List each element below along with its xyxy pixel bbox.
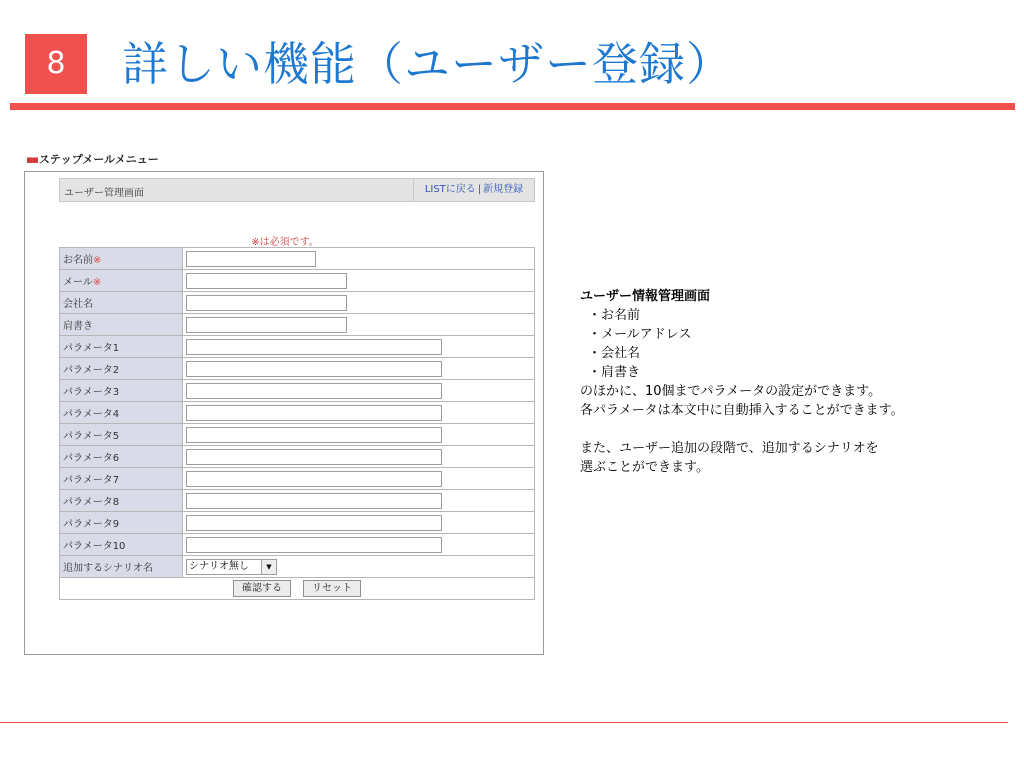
- field-label-param1: パラメータ1: [60, 336, 183, 358]
- field-label-scenario: 追加するシナリオ名: [60, 556, 183, 578]
- info-heading: ユーザー情報管理画面: [580, 289, 711, 304]
- form-row-param2: [60, 358, 535, 380]
- field-label-param3: パラメータ3: [60, 380, 183, 402]
- param3-input[interactable]: [186, 383, 442, 399]
- param5-input[interactable]: [186, 427, 442, 443]
- form-row-param7: [60, 468, 535, 490]
- menu-caption-text: ステップメールメニュー: [38, 153, 159, 166]
- param6-input[interactable]: [186, 449, 442, 465]
- user-form: [59, 247, 535, 600]
- link-separator: |: [477, 184, 482, 195]
- field-label-company: 会社名: [60, 292, 183, 314]
- header-divider: [10, 103, 1015, 110]
- info-line: 選ぶことができます。: [580, 460, 709, 475]
- form-row-buttons: [60, 578, 535, 600]
- form-row-param5: [60, 424, 535, 446]
- footer-divider: [0, 722, 1008, 723]
- menu-grid-icon: ▪▪: [26, 153, 37, 166]
- param2-input[interactable]: [186, 361, 442, 377]
- form-row-param8: [60, 490, 535, 512]
- param4-input[interactable]: [186, 405, 442, 421]
- field-label-title: 肩書き: [60, 314, 183, 336]
- field-label-param10: パラメータ10: [60, 534, 183, 556]
- form-row-param1: [60, 336, 535, 358]
- field-label-param7: パラメータ7: [60, 468, 183, 490]
- dropdown-arrow-icon[interactable]: ▼: [261, 560, 276, 574]
- scenario-select-value: シナリオ無し: [189, 560, 249, 572]
- info-bullet: ・肩書き: [588, 365, 641, 380]
- reset-button[interactable]: リセット: [303, 580, 361, 597]
- info-bullet: ・会社名: [588, 346, 641, 361]
- form-row-name: [60, 248, 535, 270]
- required-mark: ※: [92, 277, 102, 288]
- field-label-param2: パラメータ2: [60, 358, 183, 380]
- slide-number-badge: 8: [25, 34, 87, 94]
- field-label-name: お名前: [63, 255, 93, 266]
- param10-input[interactable]: [186, 537, 442, 553]
- form-row-title: [60, 314, 535, 336]
- panel-header-bar: [59, 178, 535, 202]
- form-row-param6: [60, 446, 535, 468]
- form-row-param4: [60, 402, 535, 424]
- field-label-param6: パラメータ6: [60, 446, 183, 468]
- form-row-param10: [60, 534, 535, 556]
- field-label-email: メール: [63, 277, 93, 288]
- menu-caption: [26, 151, 159, 167]
- form-row-scenario: [60, 556, 535, 578]
- back-to-list-link[interactable]: LISTに戻る: [424, 184, 476, 195]
- form-row-param3: [60, 380, 535, 402]
- param9-input[interactable]: [186, 515, 442, 531]
- info-line: また、ユーザー追加の段階で、追加するシナリオを: [580, 441, 879, 456]
- required-note: ※は必須です。: [251, 237, 319, 248]
- email-input[interactable]: [186, 273, 347, 289]
- panel-links: [413, 179, 534, 201]
- scenario-select[interactable]: [186, 559, 277, 575]
- slide-title: 詳しい機能（ユーザー登録）: [122, 37, 733, 91]
- param7-input[interactable]: [186, 471, 442, 487]
- user-management-panel: [24, 171, 544, 655]
- info-text: [580, 287, 904, 477]
- info-line: のほかに、10個までパラメータの設定ができます。: [580, 384, 882, 399]
- info-bullet: ・メールアドレス: [588, 327, 692, 342]
- field-label-param5: パラメータ5: [60, 424, 183, 446]
- field-label-param8: パラメータ8: [60, 490, 183, 512]
- company-input[interactable]: [186, 295, 347, 311]
- info-spacer: [580, 420, 904, 439]
- param1-input[interactable]: [186, 339, 442, 355]
- required-mark: ※: [93, 255, 102, 266]
- form-row-param9: [60, 512, 535, 534]
- panel-title: ユーザー管理画面: [64, 188, 144, 199]
- info-bullet: ・お名前: [588, 308, 641, 323]
- confirm-button[interactable]: 確認する: [233, 580, 291, 597]
- name-input[interactable]: [186, 251, 316, 267]
- param8-input[interactable]: [186, 493, 442, 509]
- info-line: 各パラメータは本文中に自動挿入することができます。: [580, 403, 904, 418]
- form-row-email: [60, 270, 535, 292]
- field-label-param9: パラメータ9: [60, 512, 183, 534]
- job-title-input[interactable]: [186, 317, 347, 333]
- new-register-link[interactable]: 新規登録: [483, 184, 524, 195]
- field-label-param4: パラメータ4: [60, 402, 183, 424]
- form-row-company: [60, 292, 535, 314]
